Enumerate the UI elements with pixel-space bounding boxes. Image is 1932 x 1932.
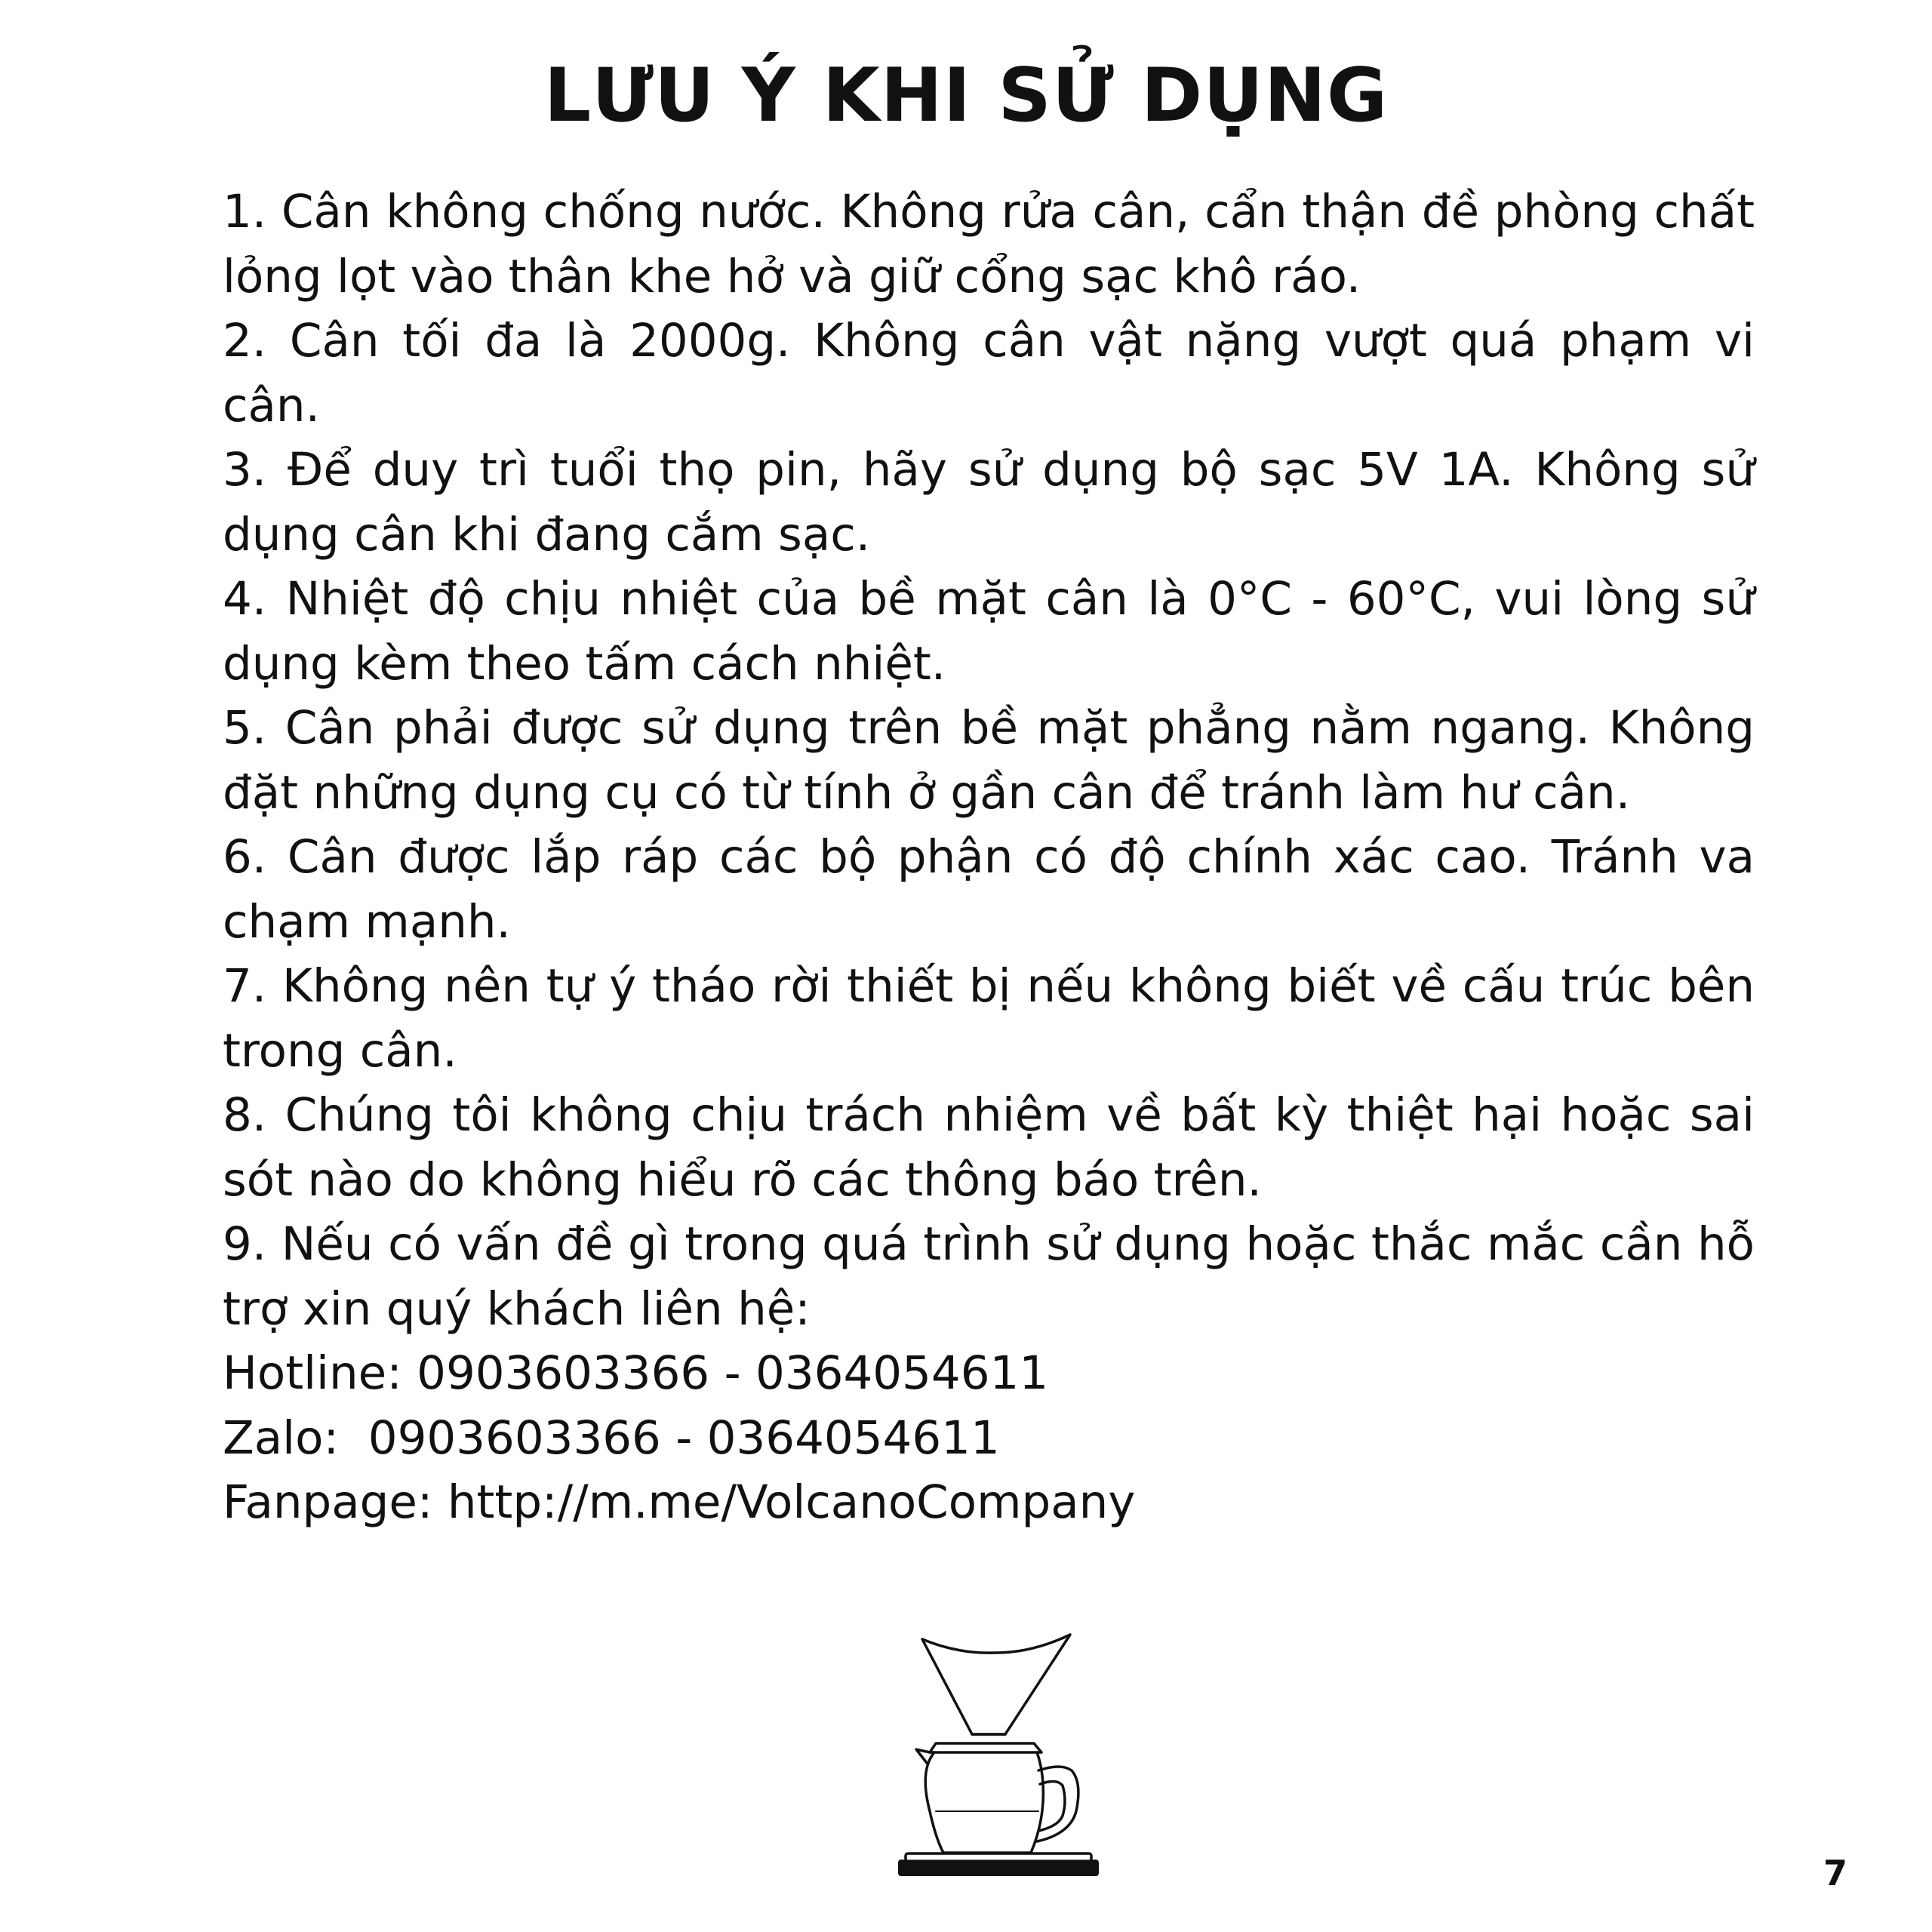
note-item-4: 4. Nhiệt độ chịu nhiệt của bề mặt cân là 0°C - 60°C, vui lòng sử dụng kèm theo tấm cách nhiệt. — [223, 572, 1755, 691]
contact-hotline: Hotline: 0903603366 - 0364054611 — [223, 1346, 1049, 1400]
dripper-icon — [922, 1635, 1070, 1734]
note-item-1: 1. Cân không chống nước. Không rửa cân, cẩn thận đề phòng chất lỏng lọt vào thân khe hở và giữ cổng sạc khô ráo. — [223, 185, 1755, 303]
usage-notes — [223, 180, 1755, 1535]
note-item-8: 8. Chúng tôi không chịu trách nhiệm về bất kỳ thiệt hại hoặc sai sót nào do không hiểu rõ các thông báo trên. — [223, 1088, 1755, 1207]
contact-fanpage: Fanpage: http://m.me/VolcanoCompany — [223, 1475, 1136, 1529]
page-title: LƯU Ý KHI SỬ DỤNG — [543, 53, 1389, 139]
note-item-3: 3. Để duy trì tuổi thọ pin, hãy sử dụng bộ sạc 5V 1A. Không sử dụng cân khi đang cắm sạc. — [223, 443, 1755, 561]
server-rim — [930, 1743, 1041, 1752]
server-body — [925, 1752, 1043, 1853]
note-item-7: 7. Không nên tự ý tháo rời thiết bị nếu không biết về cấu trúc bên trong cân. — [223, 959, 1755, 1078]
note-item-2: 2. Cân tối đa là 2000g. Không cân vật nặng vượt quá phạm vi cân. — [223, 314, 1755, 432]
note-item-6: 6. Cân được lắp ráp các bộ phận có độ chính xác cao. Tránh va chạm mạnh. — [223, 830, 1755, 949]
note-item-9: 9. Nếu có vấn đề gì trong quá trình sử dụng hoặc thắc mắc cần hỗ trợ xin quý khách liên hệ: — [223, 1217, 1755, 1336]
contact-zalo: Zalo: 0903603366 - 0364054611 — [223, 1411, 1000, 1465]
note-item-5: 5. Cân phải được sử dụng trên bề mặt phẳng nằm ngang. Không đặt những dụng cụ có từ tính ở gần cân để tránh làm hư cân. — [223, 701, 1755, 820]
page-number: 7 — [1823, 1853, 1847, 1894]
pour-over-coffee-on-scale-icon — [883, 1623, 1109, 1879]
